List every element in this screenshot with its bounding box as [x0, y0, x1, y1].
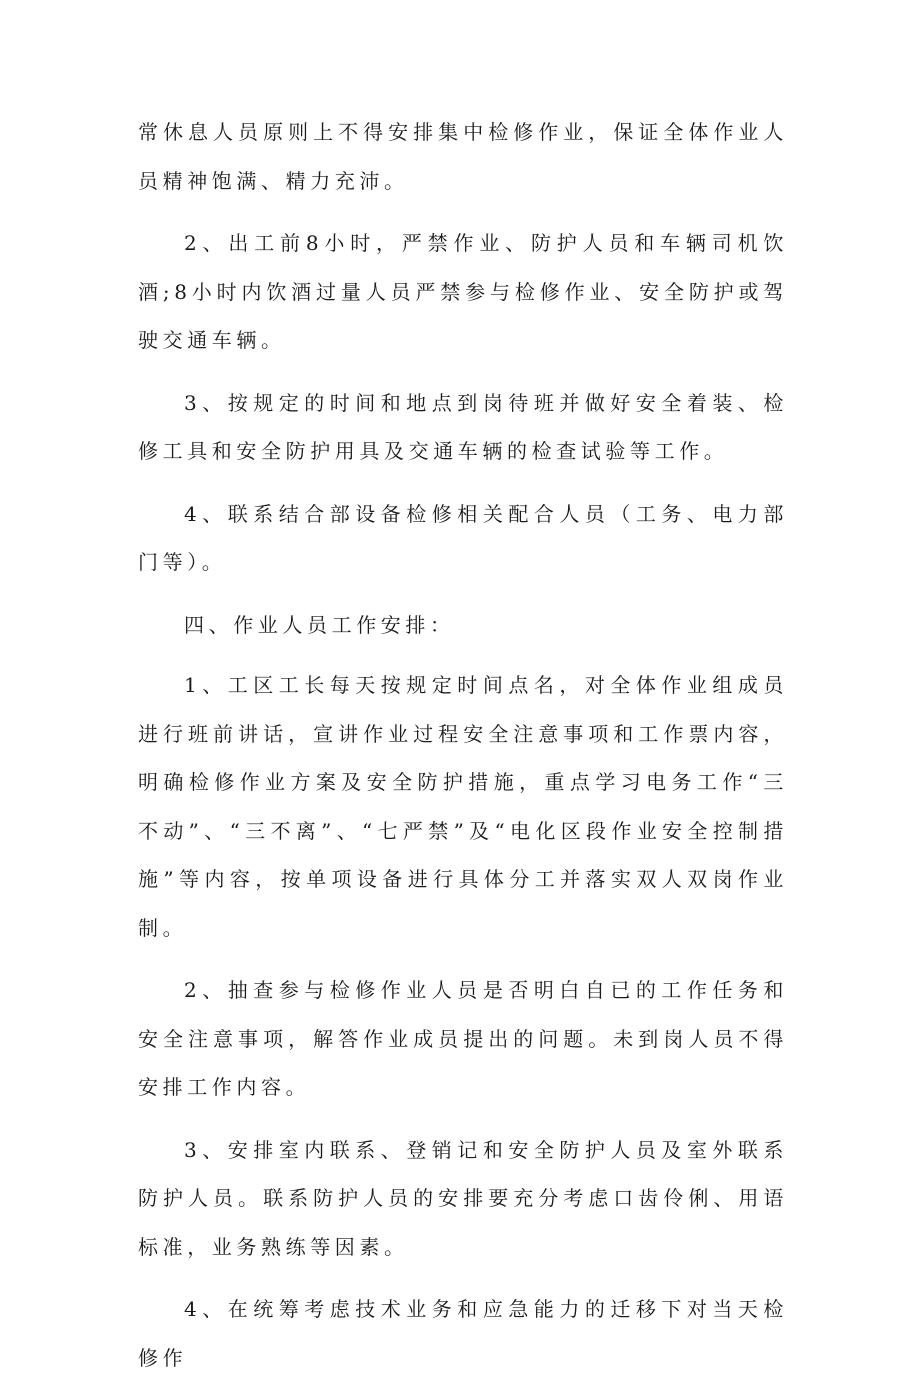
- paragraph-item-3b: 3、安排室内联系、登销记和安全防护人员及室外联系防护人员。联系防护人员的安排要充分考虑口齿伶俐、用语标准，业务熟练等因素。: [138, 1137, 788, 1259]
- paragraph-item-2b: 2、抽查参与检修作业人员是否明白自已的工作任务和安全注意事项，解答作业成员提出的问题。未到岗人员不得安排工作内容。: [138, 978, 788, 1099]
- paragraph-continuation: 常休息人员原则上不得安排集中检修作业，保证全体作业人员精神饱满、精力充沛。: [138, 120, 788, 193]
- paragraph-item-2: 2、出工前8小时，严禁作业、防护人员和车辆司机饮酒;8小时内饮酒过量人员严禁参与检修作业、安全防护或驾驶交通车辆。: [138, 231, 788, 352]
- paragraph-item-4b: 4、在统筹考虑技术业务和应急能力的迁移下对当天检修作: [138, 1297, 788, 1370]
- section-heading-four: 四、作业人员工作安排：: [184, 612, 455, 637]
- paragraph-item-1: 1、工区工长每天按规定时间点名，对全体作业组成员进行班前讲话，宣讲作业过程安全注意事项和工作票内容，明确检修作业方案及安全防护措施，重点学习电务工作“三不动”、“三不离”、“七严禁”及“电化区段作业安全控制措施”等内容，按单项设备进行具体分工并落实双人双岗作业制。: [138, 673, 788, 940]
- document-body: [138, 108, 788, 1396]
- paragraph-item-4: 4、联系结合部设备检修相关配合人员（工务、电力部门等）。: [138, 501, 788, 574]
- paragraph-item-3: 3、按规定的时间和地点到岗待班并做好安全着装、检修工具和安全防护用具及交通车辆的检查试验等工作。: [138, 390, 788, 463]
